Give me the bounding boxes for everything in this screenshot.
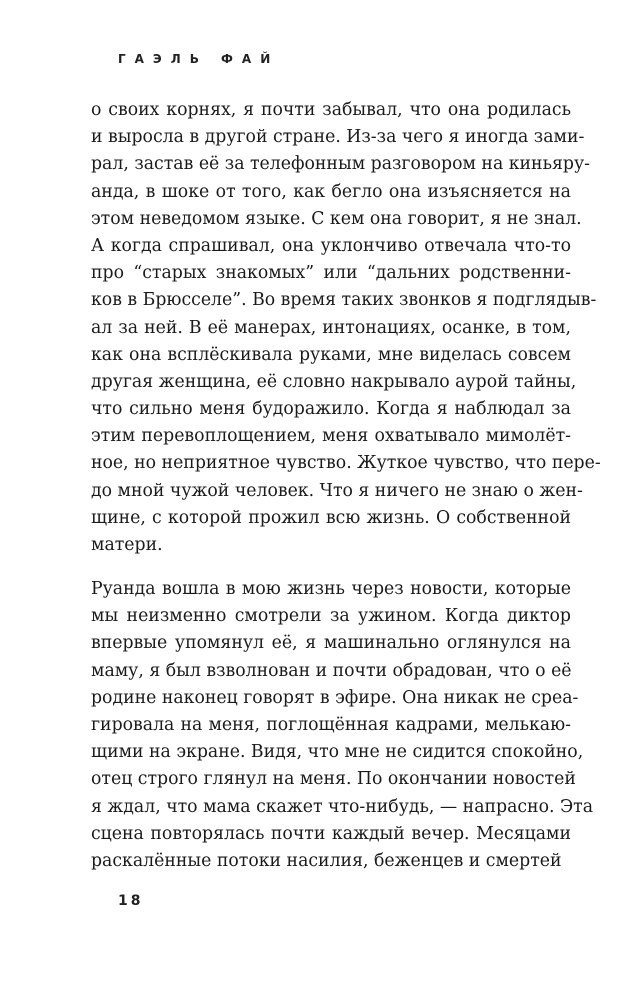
- text-line: матери.: [91, 535, 163, 555]
- text-line: про “старых знакомых” или “дальних родственни-: [91, 263, 571, 284]
- text-line: этим перевоплощением, меня охватывало мимолёт-: [91, 426, 571, 447]
- text-line: раскалённые потоки насилия, беженцев и смертей: [91, 850, 562, 871]
- text-line: рал, застав её за телефонным разговором на киньяру-: [91, 154, 590, 175]
- running-header: ГАЭЛЬ ФАЙ: [118, 52, 280, 66]
- text-line: о своих корнях, я почти забывал, что она родилась: [91, 100, 571, 120]
- text-line: маму, я был взволнован и почти обрадован, что о её: [91, 660, 572, 681]
- page-number: 18: [118, 893, 144, 909]
- text-line: Руанда вошла в мою жизнь через новости, которые: [91, 579, 571, 599]
- text-line: анда, в шоке от того, как бегло она изъясняется на: [91, 181, 571, 202]
- text-line: ал за ней. В её манерах, интонациях, осанке, в том,: [91, 317, 571, 338]
- text-line: впервые упомянул её, я машинально оглянулся на: [91, 633, 571, 654]
- text-line: я ждал, что мама скажет что-нибудь, — напрасно. Эта: [91, 796, 594, 817]
- text-line: щими на экране. Видя, что мне не сидится спокойно,: [91, 742, 584, 763]
- paragraph-2: [91, 576, 594, 875]
- text-line: мы неизменно смотрели за ужином. Когда диктор: [91, 606, 571, 627]
- paragraph-1: [91, 97, 601, 559]
- text-line: родине наконец говорят в эфире. Она никак не среа-: [91, 687, 579, 708]
- text-line: щине, с которой прожил всю жизнь. О собственной: [91, 507, 571, 528]
- text-line: гировала на меня, поглощённая кадрами, мелькаю-: [91, 714, 571, 735]
- text-line: ков в Брюсселе”. Во время таких звонков я подглядыв-: [91, 290, 597, 311]
- text-line: сцена повторялась почти каждый вечер. Месяцами: [91, 823, 571, 844]
- text-line: и выросла в другой стране. Из-за чего я иногда зами-: [91, 127, 585, 148]
- text-line: что сильно меня будоражило. Когда я наблюдал за: [91, 399, 571, 420]
- text-line: отец строго глянул на меня. По окончании новостей: [91, 769, 576, 790]
- text-line: А когда спрашивал, она уклончиво отвечала что-то: [91, 235, 571, 256]
- text-line: другая женщина, её словно накрывало аурой тайны,: [91, 371, 577, 392]
- text-line: до мной чужой человек. Что я ничего не знаю о жен-: [91, 480, 583, 501]
- text-line: этом неведомом языке. С кем она говорит, я не знал.: [91, 208, 582, 229]
- text-line: как она всплёскивала руками, мне виделась совсем: [91, 344, 571, 365]
- text-line: ное, но неприятное чувство. Жуткое чувство, что пере-: [91, 453, 601, 474]
